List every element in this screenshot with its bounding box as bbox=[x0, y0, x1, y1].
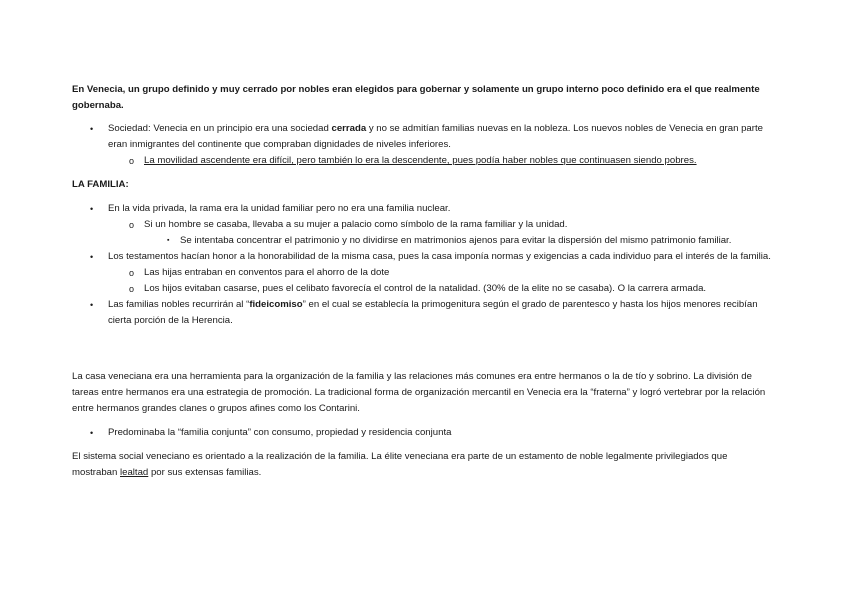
final-text-1: El sistema social veneciano es orientado a la realización de la familia. La élite veneciana era parte de un estamento de noble legalmente privilegiados que mostraban bbox=[72, 451, 728, 478]
fideicomiso-bold: fideicomiso bbox=[249, 299, 303, 310]
bullet-disc: • bbox=[90, 204, 94, 214]
bullet-square: ▪ bbox=[167, 237, 170, 244]
fideicomiso-text-2: ” en el cual se establecía la primogenitura según el grado de parentesco y hasta los hijos menores recibían cierta porción de la Herencia. bbox=[108, 299, 758, 326]
final-paragraph bbox=[72, 449, 772, 481]
bullet-circle: o bbox=[129, 220, 135, 230]
hombre-casaba-text: Si un hombre se casaba, llevaba a su mujer a palacio como símbolo de la rama familiar y la unidad. bbox=[144, 219, 568, 230]
list-item-hijos bbox=[72, 281, 772, 297]
movilidad-text: La movilidad ascendente era difícil, pero también lo era la descendente, pues podía haber nobles que continuasen siendo pobres. bbox=[144, 155, 697, 166]
vida-privada-text: En la vida privada, la rama era la unidad familiar pero no era una familia nuclear. bbox=[108, 203, 451, 214]
bullet-circle: o bbox=[129, 268, 135, 278]
sociedad-text-1: Sociedad: Venecia en un principio era una sociedad bbox=[108, 123, 332, 134]
familia-conjunta-text: Predominaba la “familia conjunta” con consumo, propiedad y residencia conjunta bbox=[108, 427, 452, 438]
bullet-disc: • bbox=[90, 428, 94, 438]
patrimonio-text: Se intentaba concentrar el patrimonio y no dividirse en matrimonios ajenos para evitar la dispersión del mismo patrimonio familiar. bbox=[180, 235, 732, 246]
testamentos-text: Los testamentos hacían honor a la honorabilidad de la misma casa, pues la casa imponía normas y exigencias a cada individuo para el interés de la familia. bbox=[108, 251, 771, 262]
document-page bbox=[72, 82, 772, 481]
list-item-vida-privada bbox=[72, 201, 772, 217]
list-item-testamentos bbox=[72, 249, 772, 265]
list-item-fideicomiso bbox=[72, 297, 772, 329]
familia-heading: LA FAMILIA: bbox=[72, 179, 129, 190]
lealtad-underlined: lealtad bbox=[120, 467, 149, 478]
hijos-text: Los hijos evitaban casarse, pues el celibato favorecía el control de la natalidad. (30% de la elite no se casaba). O la carrera armada. bbox=[144, 283, 707, 294]
intro-paragraph: En Venecia, un grupo definido y muy cerrado por nobles eran elegidos para gobernar y solamente un grupo interno poco definido era el que realmente gobernaba. bbox=[72, 84, 760, 111]
bullet-disc: • bbox=[90, 300, 94, 310]
fideicomiso-text-1: Las familias nobles recurrirán al “ bbox=[108, 299, 250, 310]
bullet-circle: o bbox=[129, 284, 135, 294]
casa-paragraph: La casa veneciana era una herramienta para la organización de la familia y las relaciones más comunes era entre hermanos o la de tío y sobrino. La división de tareas entre hermanos era una estrategia de promoción. La tradicional forma de organización mercantil en Venecia era la “fraterna” y logró vertebrar por la relación entre hermanos grandes clanes o grupos afines como los Contarini. bbox=[72, 371, 766, 414]
sociedad-bold: cerrada bbox=[331, 123, 367, 134]
hijas-text: Las hijas entraban en conventos para el ahorro de la dote bbox=[144, 267, 390, 278]
list-item-familia-conjunta bbox=[72, 425, 772, 441]
bullet-circle: o bbox=[129, 156, 135, 166]
bullet-disc: • bbox=[90, 124, 94, 134]
list-item-hijas bbox=[72, 265, 772, 281]
list-item-hombre-casaba bbox=[72, 217, 772, 233]
final-text-2: por sus extensas familias. bbox=[148, 467, 262, 478]
sociedad-text-2: y no se admitían familias nuevas en la nobleza. Los nuevos nobles de Venecia en gran parte eran inmigrantes del continente que compraban dignidades de niveles inferiores. bbox=[108, 123, 763, 150]
list-item-movilidad bbox=[72, 153, 772, 169]
list-item-sociedad bbox=[72, 121, 772, 153]
list-item-patrimonio bbox=[72, 233, 772, 249]
bullet-disc: • bbox=[90, 252, 94, 262]
